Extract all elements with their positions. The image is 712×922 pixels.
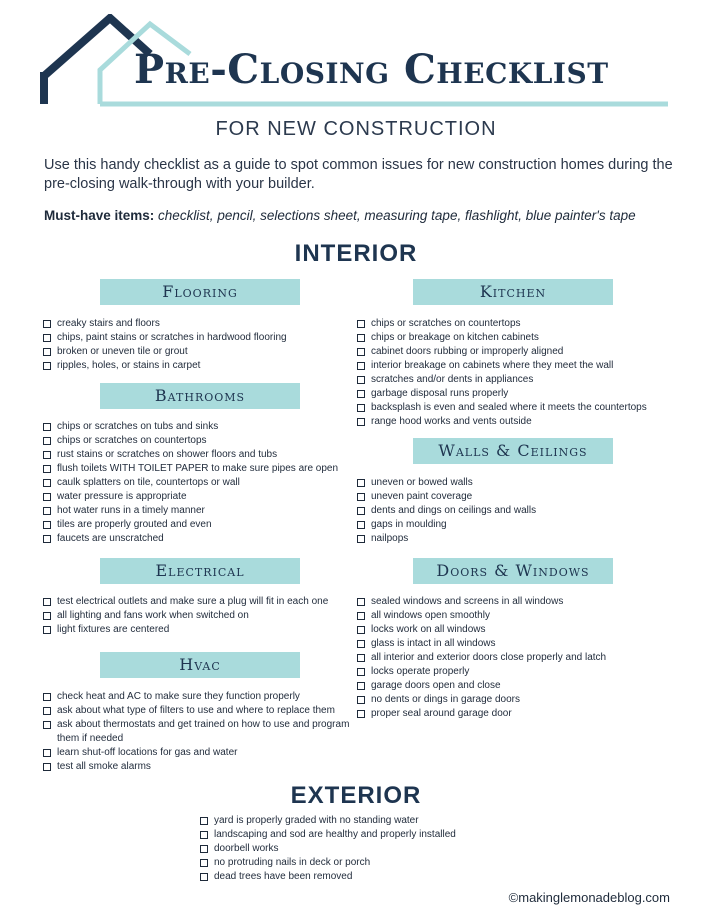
checklist-item: [357, 651, 677, 665]
exterior-list: [200, 814, 520, 884]
checklist-item-label: learn shut-off locations for gas and water: [57, 747, 238, 758]
checkbox[interactable]: [43, 763, 51, 771]
checkbox[interactable]: [43, 693, 51, 701]
checklist-item: [43, 345, 343, 359]
checklist-item-label: chips or scratches on countertops: [57, 435, 207, 446]
checklist-item-label: faucets are unscratched: [57, 533, 164, 544]
checkbox[interactable]: [357, 334, 365, 342]
checkbox[interactable]: [43, 362, 51, 370]
checklist-item-label: sealed windows and screens in all windows: [371, 596, 564, 607]
checklist-item-label: dents and dings on ceilings and walls: [371, 505, 537, 516]
checklist-item: [200, 842, 520, 856]
checkbox[interactable]: [357, 376, 365, 384]
checkbox[interactable]: [43, 334, 51, 342]
checklist-item: [357, 679, 677, 693]
checkbox[interactable]: [200, 845, 208, 853]
checklist-item-label: proper seal around garage door: [371, 708, 512, 719]
checklist-item: [357, 415, 677, 429]
checklist-item-label: broken or uneven tile or grout: [57, 346, 188, 357]
checklist-item-label: flush toilets WITH TOILET PAPER to make sure pipes are open: [57, 463, 339, 474]
checklist-item: [357, 693, 677, 707]
checklist-item-label: hot water runs in a timely manner: [57, 505, 205, 516]
checkbox[interactable]: [43, 507, 51, 515]
checklist-item: [43, 317, 343, 331]
checklist-item: [200, 870, 520, 884]
walls-ceilings-header: Walls & Ceilings: [413, 438, 613, 464]
checklist-item-label: glass is intact in all windows: [371, 638, 496, 649]
checklist-item-label: tiles are properly grouted and even: [57, 519, 212, 530]
checkbox[interactable]: [43, 493, 51, 501]
must-have-label: Must-have items:: [44, 208, 155, 223]
page-title: Pre-Closing Checklist: [134, 46, 609, 93]
checkbox[interactable]: [357, 479, 365, 487]
checklist-item: [357, 518, 677, 532]
checklist-item-label: locks operate properly: [371, 666, 470, 677]
checklist-item-label: check heat and AC to make sure they function properly: [57, 691, 300, 702]
checkbox[interactable]: [43, 612, 51, 620]
checklist-item: [43, 623, 343, 637]
checklist-item: [357, 345, 677, 359]
checklist-item: [357, 637, 677, 651]
checklist-item: [43, 420, 343, 434]
bathrooms-header: Bathrooms: [100, 383, 300, 409]
checklist-item: [357, 609, 677, 623]
checklist-item: [357, 490, 677, 504]
checkbox[interactable]: [357, 390, 365, 398]
checklist-item-label: rust stains or scratches on shower floors and tubs: [57, 449, 278, 460]
checklist-item: [43, 359, 343, 373]
checklist-item-label: yard is properly graded with no standing water: [214, 815, 419, 826]
checkbox[interactable]: [357, 668, 365, 676]
doors-windows-list: [357, 595, 677, 721]
checkbox[interactable]: [200, 873, 208, 881]
checklist-item-label: no protruding nails in deck or porch: [214, 857, 371, 868]
checklist-item-label: locks work on all windows: [371, 624, 486, 635]
checklist-item-label: no dents or dings in garage doors: [371, 694, 520, 705]
checklist-item-label: range hood works and vents outside: [371, 416, 532, 427]
checklist-item: [43, 434, 343, 448]
doors-windows-header: Doors & Windows: [413, 558, 613, 584]
checklist-item-label: caulk splatters on tile, countertops or wall: [57, 477, 240, 488]
checkbox[interactable]: [43, 535, 51, 543]
checklist-item: [43, 504, 343, 518]
page-subtitle: FOR NEW CONSTRUCTION: [215, 118, 497, 140]
checkbox[interactable]: [357, 493, 365, 501]
kitchen-header: Kitchen: [413, 279, 613, 305]
checklist-item-label: garbage disposal runs properly: [371, 388, 509, 399]
checklist-item-label: chips or breakage on kitchen cabinets: [371, 332, 539, 343]
checklist-item: [43, 518, 343, 532]
must-have-items: checklist, pencil, selections sheet, measuring tape, flashlight, blue painter's tape: [158, 208, 636, 223]
checklist-item-label: uneven paint coverage: [371, 491, 473, 502]
checkbox[interactable]: [357, 626, 365, 634]
checklist-item: [43, 595, 343, 609]
checkbox[interactable]: [357, 418, 365, 426]
checkbox[interactable]: [43, 320, 51, 328]
checklist-item: [43, 704, 361, 718]
checklist-item-label: test all smoke alarms: [57, 761, 151, 772]
checkbox[interactable]: [200, 859, 208, 867]
checkbox[interactable]: [357, 521, 365, 529]
checklist-item: [357, 504, 677, 518]
checklist-item: [357, 707, 677, 721]
checkbox[interactable]: [43, 465, 51, 473]
checklist-item-label: chips or scratches on tubs and sinks: [57, 421, 219, 432]
checklist-item-label: creaky stairs and floors: [57, 318, 160, 329]
checklist-item: [357, 331, 677, 345]
checkbox[interactable]: [357, 348, 365, 356]
checklist-item: [43, 746, 361, 760]
checklist-item-label: ripples, holes, or stains in carpet: [57, 360, 201, 371]
checkbox[interactable]: [357, 404, 365, 412]
interior-heading: INTERIOR: [294, 240, 418, 267]
copyright-text: ©makinglemonadeblog.com: [508, 890, 670, 905]
checklist-item-label: interior breakage on cabinets where they meet the wall: [371, 360, 614, 371]
checklist-item: [43, 690, 361, 704]
bathrooms-list: [43, 420, 343, 546]
checklist-item-label: chips or scratches on countertops: [371, 318, 521, 329]
checklist-item-label: backsplash is even and sealed where it meets the countertops: [371, 402, 647, 413]
checklist-item-label: water pressure is appropriate: [57, 491, 187, 502]
checklist-item-label: cabinet doors rubbing or improperly aligned: [371, 346, 564, 357]
checklist-item: [43, 718, 361, 746]
flooring-header: Flooring: [100, 279, 300, 305]
checkbox[interactable]: [43, 437, 51, 445]
checkbox[interactable]: [43, 707, 51, 715]
checklist-item: [43, 462, 343, 476]
checklist-item-label: ask about what type of filters to use and where to replace them: [57, 705, 335, 716]
checklist-item: [357, 665, 677, 679]
checklist-item: [357, 387, 677, 401]
checkbox[interactable]: [43, 749, 51, 757]
checkbox[interactable]: [357, 507, 365, 515]
checklist-item-label: all interior and exterior doors close properly and latch: [371, 652, 607, 663]
checklist-item: [357, 401, 677, 415]
checklist-item: [200, 856, 520, 870]
checklist-item: [357, 532, 677, 546]
checkbox[interactable]: [200, 831, 208, 839]
intro-text: Use this handy checklist as a guide to spot common issues for new construction homes during the pre-closing walk-through with your builder.: [44, 157, 673, 192]
exterior-heading: EXTERIOR: [290, 782, 422, 809]
checklist-item-label: gaps in moulding: [371, 519, 447, 530]
electrical-list: [43, 595, 343, 637]
checklist-item: [43, 448, 343, 462]
checklist-item-label: all windows open smoothly: [371, 610, 490, 621]
checklist-item: [43, 532, 343, 546]
electrical-header: Electrical: [100, 558, 300, 584]
checklist-item: [357, 623, 677, 637]
checkbox[interactable]: [43, 451, 51, 459]
checklist-item-label: all lighting and fans work when switched on: [57, 610, 249, 621]
checklist-item: [43, 760, 361, 774]
checklist-item: [357, 595, 677, 609]
checklist-item: [43, 476, 343, 490]
checkbox[interactable]: [357, 598, 365, 606]
checkbox[interactable]: [43, 721, 51, 729]
walls-ceilings-list: [357, 476, 677, 546]
checkbox[interactable]: [357, 320, 365, 328]
checkbox[interactable]: [43, 626, 51, 634]
checklist-item: [200, 814, 520, 828]
checklist-item: [43, 331, 343, 345]
must-have-line: [44, 208, 704, 223]
checklist-item-label: ask about thermostats and get trained on how to use and program them if needed: [57, 719, 350, 744]
checklist-item-label: doorbell works: [214, 843, 279, 854]
checklist-item-label: light fixtures are centered: [57, 624, 170, 635]
checkbox[interactable]: [357, 640, 365, 648]
checklist-item: [200, 828, 520, 842]
kitchen-list: [357, 317, 677, 429]
checklist-item-label: chips, paint stains or scratches in hardwood flooring: [57, 332, 287, 343]
hvac-list: [43, 690, 361, 774]
checklist-item: [43, 609, 343, 623]
checklist-item: [357, 359, 677, 373]
checklist-item-label: uneven or bowed walls: [371, 477, 473, 488]
checkbox[interactable]: [357, 696, 365, 704]
checkbox[interactable]: [357, 710, 365, 718]
checklist-item-label: test electrical outlets and make sure a plug will fit in each one: [57, 596, 329, 607]
checkbox[interactable]: [43, 348, 51, 356]
checkbox[interactable]: [43, 479, 51, 487]
checkbox[interactable]: [357, 654, 365, 662]
checklist-item-label: scratches and/or dents in appliances: [371, 374, 534, 385]
checklist-item-label: garage doors open and close: [371, 680, 501, 691]
checkbox[interactable]: [43, 598, 51, 606]
checklist-item: [357, 476, 677, 490]
checklist-item-label: dead trees have been removed: [214, 871, 353, 882]
checkbox[interactable]: [43, 423, 51, 431]
checkbox[interactable]: [357, 362, 365, 370]
flooring-list: [43, 317, 343, 373]
checkbox[interactable]: [357, 612, 365, 620]
checklist-item: [357, 317, 677, 331]
checklist-item-label: landscaping and sod are healthy and properly installed: [214, 829, 456, 840]
checklist-item: [43, 490, 343, 504]
checkbox[interactable]: [43, 521, 51, 529]
checklist-item: [357, 373, 677, 387]
checkbox[interactable]: [200, 817, 208, 825]
checkbox[interactable]: [357, 535, 365, 543]
checklist-item-label: nailpops: [371, 533, 409, 544]
checkbox[interactable]: [357, 682, 365, 690]
hvac-header: Hvac: [100, 652, 300, 678]
